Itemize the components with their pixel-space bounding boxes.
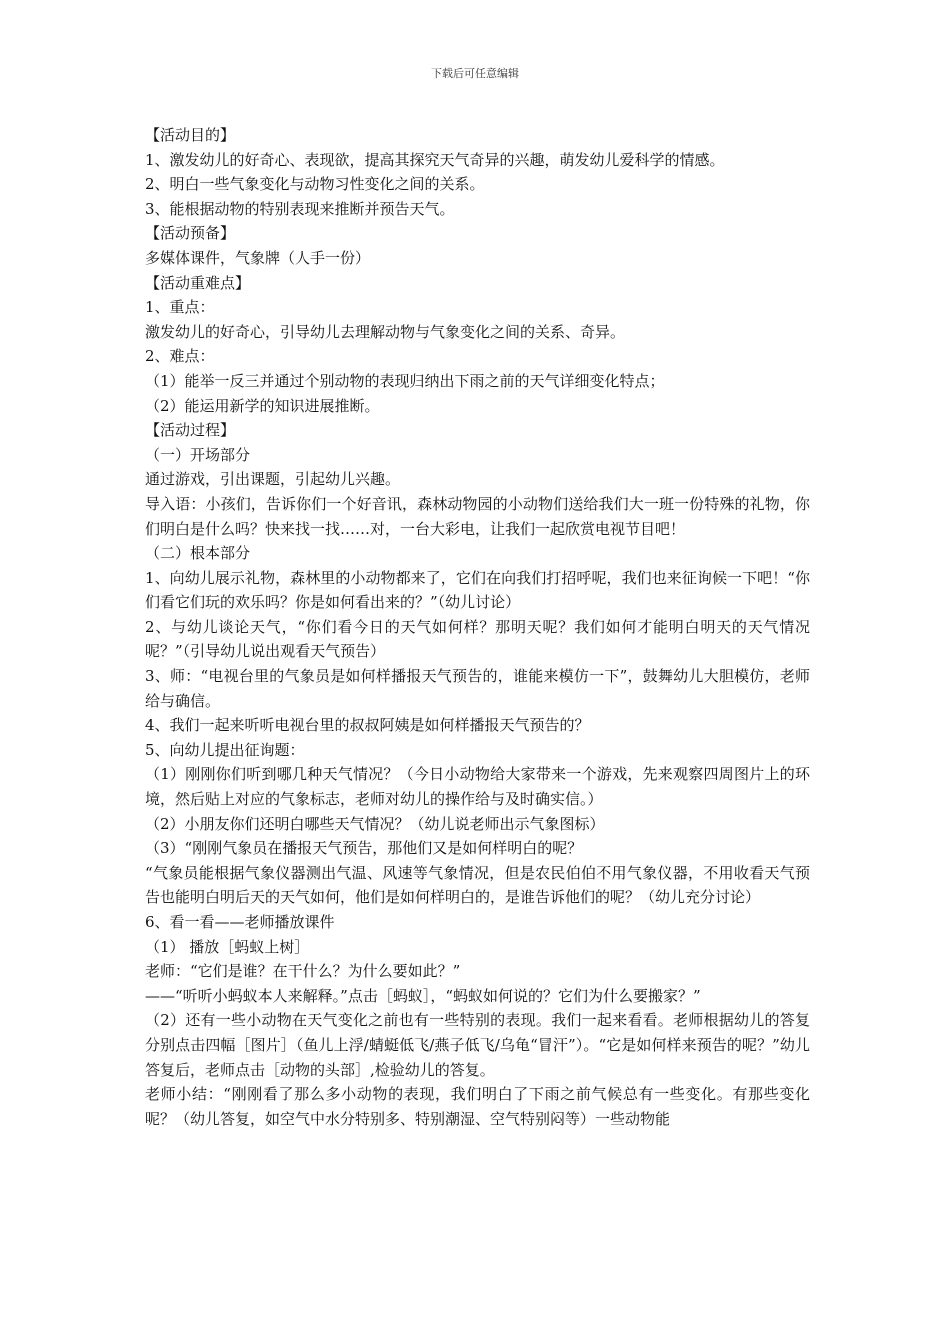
paragraph: （1）刚刚你们听到哪几种天气情况？（今日小动物给大家带来一个游戏，先来观察四周图片上的环境，然后贴上对应的气象标志，老师对幼儿的操作给与及时确实信。） — [145, 765, 810, 809]
text-line: 4、我们一起来听听电视台里的叔叔阿姨是如何样播报天气预告的？ — [145, 716, 590, 735]
text-line: 【活动目的】 — [145, 126, 236, 144]
text-line: （3）“刚刚气象员在播报天气预告，那他们又是如何样明白的呢？ — [145, 839, 583, 858]
text-line: 多媒体课件，气象牌（人手一份） — [145, 248, 371, 267]
text-line: 激发幼儿的好奇心，引导幼儿去理解动物与气象变化之间的关系、奇异。 — [145, 322, 626, 341]
text-line: 【活动预备】 — [145, 224, 236, 243]
text-line: 【活动重难点】 — [145, 273, 251, 292]
paragraph: “气象员能根据气象仪器测出气温、风速等气象情况，但是农民伯伯不用气象仪器，不用收看天气预告也能明白明后天的天气如何，他们是如何样明白的，是谁告诉他们的呢？（幼儿充分讨论） — [145, 863, 810, 907]
page-header: 下载后可任意编辑 — [431, 67, 519, 80]
text-line: 6、看一看——老师播放课件 — [145, 913, 335, 931]
text-line: （2）小朋友你们还明白哪些天气情况？（幼儿说老师出示气象图标） — [145, 814, 605, 833]
text-line: （一）开场部分 — [145, 445, 251, 464]
text-line: 3、能根据动物的特别表现来推断并预告天气。 — [145, 199, 455, 218]
text-line: （2）能运用新学的知识进展推断。 — [145, 396, 380, 415]
text-line: （1） 播放［蚂蚁上树］ — [145, 937, 310, 956]
paragraph: 1、向幼儿展示礼物，森林里的小动物都来了，它们在向我们打招呼呢，我们也来征询候一下吧！“你们看它们玩的欢乐吗？你是如何看出来的？”（幼儿讨论） — [145, 568, 810, 612]
paragraph: ——“听听小蚂蚁本人来解释。”点击［蚂蚁］，“蚂蚁如何说的？它们为什么要搬家？” — [145, 986, 701, 1005]
text-line: 2、难点： — [145, 347, 215, 366]
paragraph: 老师小结：“刚刚看了那么多小动物的表现，我们明白了下雨之前气候总有一些变化。有那些变化呢？（幼儿答复，如空气中水分特别多、特别潮湿、空气特别闷等）一些动物能 — [145, 1085, 810, 1128]
paragraph: 2、与幼儿谈论天气，“你们看今日的天气如何样？那明天呢？我们如何才能明白明天的天气情况呢？”（引导幼儿说出观看天气预告） — [145, 617, 810, 661]
text-line: 【活动过程】 — [145, 421, 236, 440]
text-line: 1、激发幼儿的好奇心、表现欲，提高其探究天气奇异的兴趣，萌发幼儿爱科学的情感。 — [145, 150, 725, 169]
text-line: 5、向幼儿提出征询题： — [145, 740, 305, 759]
document-body — [145, 123, 810, 1131]
text-line: 1、重点： — [145, 298, 215, 317]
text-line: 通过游戏，引出课题，引起幼儿兴趣。 — [145, 470, 401, 489]
text-line: 2、明白一些气象变化与动物习性变化之间的关系。 — [145, 175, 485, 194]
text-line: 老师：“它们是谁？在干什么？为什么要如此？” — [145, 962, 461, 981]
paragraph: 导入语：小孩们，告诉你们一个好音讯，森林动物园的小动物们送给我们大一班一份特殊的礼物，你们明白是什么吗？快来找一找……对，一台大彩电，让我们一起欣赏电视节目吧！ — [145, 494, 810, 538]
text-line: （1）能举一反三并通过个别动物的表现归纳出下雨之前的天气详细变化特点； — [145, 371, 665, 390]
paragraph: （2）还有一些小动物在天气变化之前也有一些特别的表现。我们一起来看看。老师根据幼儿的答复分别点击四幅［图片］（鱼儿上浮/蜻蜓低飞/燕子低飞/乌龟“冒汗”）。“它是如何样来预告的呢？”幼儿答复后，老师点击［动物的头部］,检验幼儿的答复。 — [145, 1011, 810, 1079]
paragraph: 3、师：“电视台里的气象员是如何样播报天气预告的，谁能来模仿一下”，鼓舞幼儿大胆模仿，老师给与确信。 — [145, 667, 810, 710]
text-line: （二）根本部分 — [145, 544, 251, 563]
